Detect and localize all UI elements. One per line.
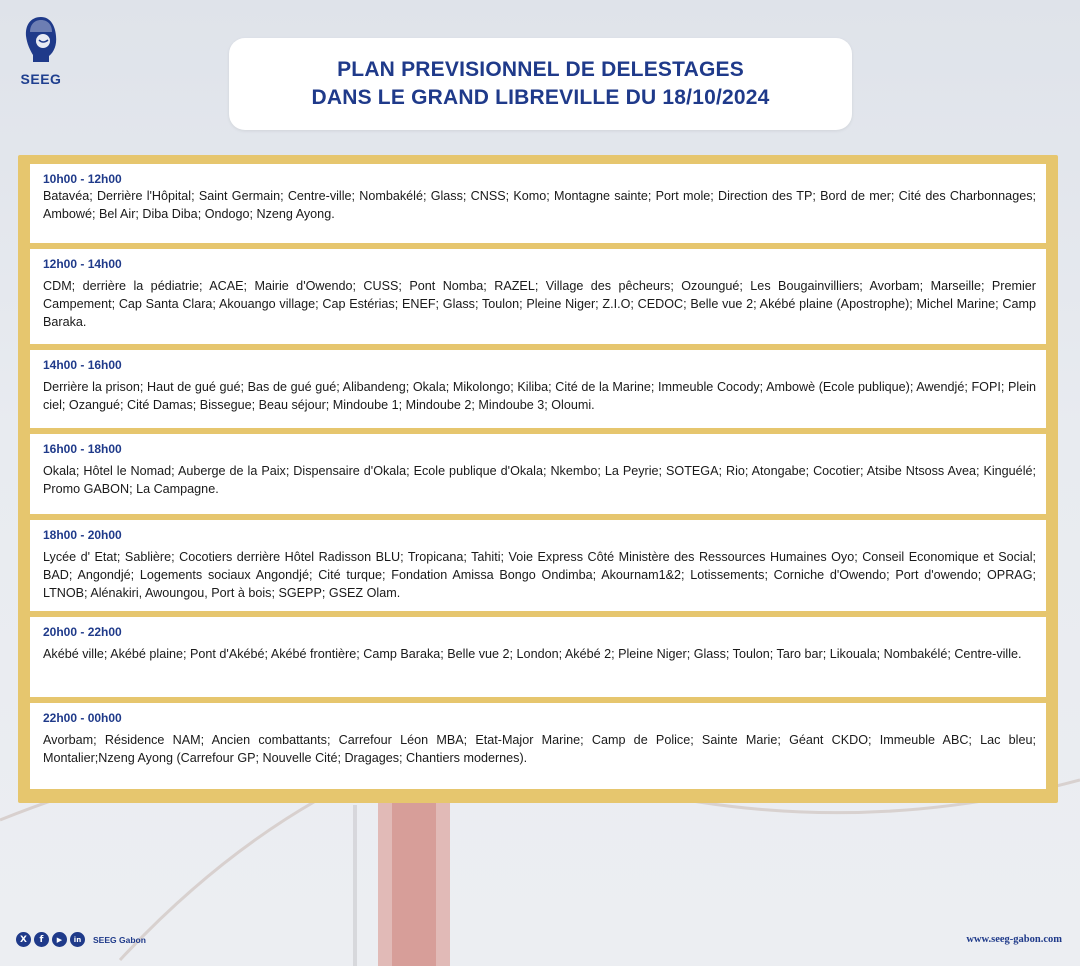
time-slot <box>30 164 1046 243</box>
slot-areas: CDM; derrière la pédiatrie; ACAE; Mairie d'Owendo; CUSS; Pont Nomba; RAZEL; Village des pêcheurs; Ozoungué; Les Bougainvilliers; Avorbam; Marseille; Premier Campement; Cap Santa Clara; Akouango village; Cap Estérias; ENEF; Glass; Toulon; Pleine Niger; Z.I.O; CEDOC; Belle vue 2; Akébé plaine (Apostrophe); Michel Marine; Camp Baraka. <box>43 279 1036 329</box>
logo-text: SEEG <box>20 71 62 87</box>
slot-time: 12h00 - 14h00 <box>43 257 122 271</box>
schedule-frame <box>18 155 1058 803</box>
title-line-1: PLAN PREVISIONNEL DE DELESTAGES <box>337 58 744 81</box>
slot-areas: Okala; Hôtel le Nomad; Auberge de la Paix; Dispensaire d'Okala; Ecole publique d'Okala; Nkembo; La Peyrie; SOTEGA; Rio; Atongabe; Cocotier; Atsibe Ntsoss Avea; Kinguélé; Promo GABON; La Campagne. <box>43 464 1036 496</box>
facebook-icon[interactable]: f <box>34 932 49 947</box>
slot-time: 16h00 - 18h00 <box>43 442 122 456</box>
title-box <box>229 38 852 130</box>
seeg-logo <box>16 14 66 87</box>
time-slot <box>30 617 1046 697</box>
slot-areas: Avorbam; Résidence NAM; Ancien combattants; Carrefour Léon MBA; Etat-Major Marine; Camp de Police; Sainte Marie; Géant CKDO; Immeuble ABC; Lac bleu; Montalier;Nzeng Ayong (Carrefour GP; Nouvelle Cité; Dragages; Chantiers modernes). <box>43 733 1036 765</box>
youtube-icon[interactable]: ▶ <box>52 932 67 947</box>
slot-areas: Batavéa; Derrière l'Hôpital; Saint Germain; Centre-ville; Nombakélé; Glass; CNSS; Komo; Montagne sainte; Port mole; Direction des TP; Bord de mer; Cité des Charbonnages; Ambowé; Bel Air; Diba Diba; Ondogo; Nzeng Ayong. <box>43 189 1036 221</box>
slot-areas: Akébé ville; Akébé plaine; Pont d'Akébé; Akébé frontière; Camp Baraka; Belle vue 2; London; Akébé 2; Pleine Niger; Glass; Toulon; Taro bar; Likouala; Nombakélé; Centre-ville. <box>43 647 1022 661</box>
slot-time: 18h00 - 20h00 <box>43 528 122 542</box>
slot-areas: Lycée d' Etat; Sablière; Cocotiers derrière Hôtel Radisson BLU; Tropicana; Tahiti; Voie Express Côté Ministère des Ressources Humaines Oyo; Conseil Economique et Social; BAD; Angondjé; Logements sociaux Angondjé; Cité turque; Fondation Amissa Bongo Ondimba; Akournam1&2; Lotissements; Corniche d'Owendo; Port d'owendo; OPRAG; LTNOB; Alénakiri, Awoungou, Port à bois; SGEPP; GSEZ Olam. <box>43 550 1036 600</box>
time-slot <box>30 249 1046 344</box>
slot-time: 14h00 - 16h00 <box>43 358 122 372</box>
slot-time: 22h00 - 00h00 <box>43 711 122 725</box>
time-slot <box>30 703 1046 789</box>
slot-time: 20h00 - 22h00 <box>43 625 122 639</box>
social-links <box>16 932 146 947</box>
website-link[interactable]: www.seeg-gabon.com <box>966 934 1062 945</box>
logo-head-icon <box>21 14 61 64</box>
linkedin-icon[interactable]: in <box>70 932 85 947</box>
time-slot <box>30 350 1046 428</box>
title-line-2: DANS LE GRAND LIBREVILLE DU 18/10/2024 <box>311 86 770 109</box>
time-slot <box>30 520 1046 611</box>
x-icon[interactable]: X <box>16 932 31 947</box>
slot-time: 10h00 - 12h00 <box>43 172 122 186</box>
time-slot <box>30 434 1046 514</box>
slot-areas: Derrière la prison; Haut de gué gué; Bas de gué gué; Alibandeng; Okala; Mikolongo; Kiliba; Cité de la Marine; Immeuble Cocody; Ambowè (Ecole publique); Awendjé; FOPI; Plein ciel; Ozangué; Cité Damas; Bissegue; Beau séjour; Mindoube 1; Mindoube 2; Mindoube 3; Oloumi. <box>43 380 1036 412</box>
social-handle: SEEG Gabon <box>93 934 146 945</box>
